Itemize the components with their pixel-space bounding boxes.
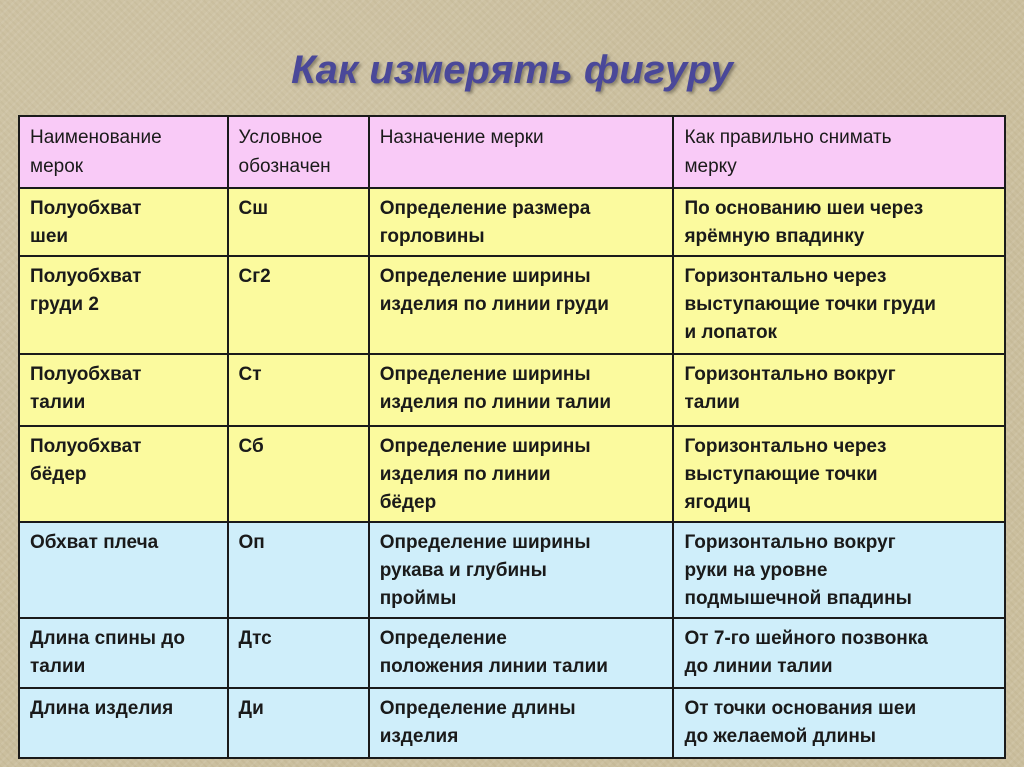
cell-name: Длина спины до талии <box>19 618 228 688</box>
header-cell-method: Как правильно снимать мерку <box>673 116 1005 188</box>
cell-purpose: Определение ширины изделия по линии талии <box>369 354 674 426</box>
table-row <box>19 522 1005 618</box>
table-row <box>19 354 1005 426</box>
table-row <box>19 188 1005 256</box>
table-row <box>19 618 1005 688</box>
cell-purpose: Определение положения линии талии <box>369 618 674 688</box>
cell-code: Ди <box>228 688 369 758</box>
cell-method: Горизонтально через выступающие точки груди и лопаток <box>673 256 1005 354</box>
table-row <box>19 256 1005 354</box>
cell-method: Горизонтально вокруг руки на уровне подмышечной впадины <box>673 522 1005 618</box>
cell-method: Горизонтально вокруг талии <box>673 354 1005 426</box>
cell-code: Сг2 <box>228 256 369 354</box>
cell-name: Полуобхват груди 2 <box>19 256 228 354</box>
cell-name: Полуобхват талии <box>19 354 228 426</box>
cell-code: Сб <box>228 426 369 522</box>
cell-code: Оп <box>228 522 369 618</box>
table-header-row <box>19 116 1005 188</box>
cell-code: Дтс <box>228 618 369 688</box>
measurements-table <box>18 115 1006 759</box>
page-title: Как измерять фигуру <box>291 48 733 92</box>
cell-name: Обхват плеча <box>19 522 228 618</box>
cell-purpose: Определение ширины изделия по линии бёдер <box>369 426 674 522</box>
cell-method: Горизонтально через выступающие точки ягодиц <box>673 426 1005 522</box>
cell-purpose: Определение длины изделия <box>369 688 674 758</box>
header-cell-purpose: Назначение мерки <box>369 116 674 188</box>
cell-name: Полуобхват бёдер <box>19 426 228 522</box>
header-cell-name: Наименование мерок <box>19 116 228 188</box>
table-row <box>19 688 1005 758</box>
cell-method: По основанию шеи через ярёмную впадинку <box>673 188 1005 256</box>
cell-name: Полуобхват шеи <box>19 188 228 256</box>
table-row <box>19 426 1005 522</box>
cell-method: От точки основания шеи до желаемой длины <box>673 688 1005 758</box>
cell-code: Ст <box>228 354 369 426</box>
cell-purpose: Определение размера горловины <box>369 188 674 256</box>
cell-method: От 7-го шейного позвонка до линии талии <box>673 618 1005 688</box>
cell-code: Сш <box>228 188 369 256</box>
cell-purpose: Определение ширины изделия по линии груди <box>369 256 674 354</box>
cell-name: Длина изделия <box>19 688 228 758</box>
cell-purpose: Определение ширины рукава и глубины проймы <box>369 522 674 618</box>
header-cell-code: Условное обозначен <box>228 116 369 188</box>
